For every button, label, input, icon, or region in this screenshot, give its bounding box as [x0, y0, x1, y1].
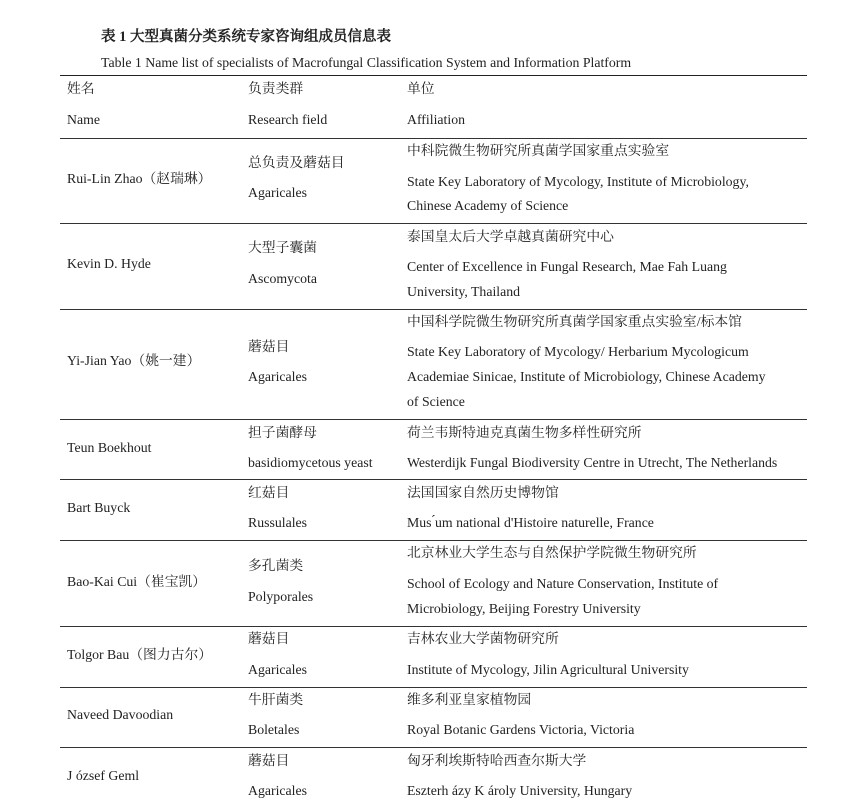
row-field-zh: 蘑菇目 — [248, 631, 290, 646]
row-name: Tolgor Bau（图力古尔） — [67, 647, 213, 662]
row-affiliation-en-line: Royal Botanic Gardens Victoria, Victoria — [407, 722, 635, 737]
row-field-zh: 多孔菌类 — [248, 558, 304, 573]
row-name: Rui-Lin Zhao（赵瑞琳） — [67, 171, 212, 186]
row-affiliation-en-line: Westerdijk Fungal Biodiversity Centre in Utrecht, The Netherlands — [407, 455, 778, 470]
row-affiliation-en-line: Eszterh ázy K ároly University, Hungary — [407, 783, 633, 798]
row-field-zh: 红菇目 — [248, 485, 290, 500]
row-affiliation-en-line: of Science — [407, 394, 465, 409]
row-rule — [60, 309, 807, 310]
row-affiliation-zh: 中科院微生物研究所真菌学国家重点实验室 — [407, 143, 670, 158]
top-rule — [60, 75, 807, 76]
row-field-en: Agaricales — [248, 185, 307, 200]
row-field-en: Russulales — [248, 515, 308, 530]
row-rule — [60, 747, 807, 748]
row-affiliation-zh: 吉林农业大学菌物研究所 — [407, 631, 559, 646]
row-field-zh: 大型子囊菌 — [248, 240, 317, 255]
row-rule — [60, 687, 807, 688]
row-affiliation-zh: 维多利亚皇家植物园 — [407, 692, 532, 707]
row-affiliation-en-line: Mus ́um national d'Histoire naturelle, France — [407, 515, 654, 530]
row-field-en: Agaricales — [248, 662, 307, 677]
row-affiliation-zh: 北京林业大学生态与自然保护学院微生物研究所 — [407, 545, 697, 560]
row-rule — [60, 223, 807, 224]
row-affiliation-en-line: Chinese Academy of Science — [407, 198, 569, 213]
header-field-zh: 负责类群 — [248, 81, 304, 96]
row-rule — [60, 540, 807, 541]
table-caption-en: Table 1 Name list of specialists of Macrofungal Classification System and Information Platform — [101, 55, 632, 70]
row-name: Teun Boekhout — [67, 440, 152, 455]
row-field-zh: 担子菌酵母 — [248, 425, 317, 440]
row-field-en: Polyporales — [248, 589, 314, 604]
row-affiliation-zh: 中国科学院微生物研究所真菌学国家重点实验室/标本馆 — [407, 314, 742, 329]
row-field-en: Boletales — [248, 722, 300, 737]
row-affiliation-en-line: University, Thailand — [407, 284, 521, 299]
header-affiliation-zh: 单位 — [407, 81, 435, 96]
row-field-en: Ascomycota — [248, 271, 317, 286]
header-field-en: Research field — [248, 112, 328, 127]
row-rule — [60, 479, 807, 480]
row-affiliation-en-line: School of Ecology and Nature Conservation, Institute of — [407, 576, 719, 591]
row-affiliation-en-line: Center of Excellence in Fungal Research, Mae Fah Luang — [407, 259, 727, 274]
row-affiliation-zh: 匈牙利埃斯特哈西查尔斯大学 — [407, 753, 587, 768]
row-name: Yi-Jian Yao（姚一建） — [67, 353, 201, 368]
row-field-zh: 牛肝菌类 — [248, 692, 304, 707]
row-name: Naveed Davoodian — [67, 707, 174, 722]
row-field-zh: 蘑菇目 — [248, 339, 290, 354]
row-affiliation-en-line: Institute of Mycology, Jilin Agricultural University — [407, 662, 689, 677]
row-field-zh: 总负责及蘑菇目 — [248, 155, 345, 170]
row-field-en: basidiomycetous yeast — [248, 455, 373, 470]
row-name: Bao-Kai Cui（崔宝凯） — [67, 574, 207, 589]
row-affiliation-zh: 泰国皇太后大学卓越真菌研究中心 — [407, 229, 614, 244]
row-name: Kevin D. Hyde — [67, 256, 151, 271]
row-affiliation-zh: 荷兰韦斯特迪克真菌生物多样性研究所 — [407, 425, 642, 440]
row-affiliation-en-line: Microbiology, Beijing Forestry University — [407, 601, 641, 616]
row-affiliation-zh: 法国国家自然历史博物馆 — [407, 485, 559, 500]
header-name-zh: 姓名 — [67, 81, 95, 96]
header-affiliation-en: Affiliation — [407, 112, 465, 127]
row-affiliation-en-line: Academiae Sinicae, Institute of Microbiology, Chinese Academy — [407, 369, 766, 384]
header-name-en: Name — [67, 112, 100, 127]
row-name: J ózsef Geml — [67, 768, 140, 783]
header-rule — [60, 138, 807, 139]
table-caption-zh: 表 1 大型真菌分类系统专家咨询组成员信息表 — [101, 29, 391, 45]
row-field-zh: 蘑菇目 — [248, 753, 290, 768]
row-rule — [60, 626, 807, 627]
row-field-en: Agaricales — [248, 369, 307, 384]
row-affiliation-en-line: State Key Laboratory of Mycology, Institute of Microbiology, — [407, 174, 749, 189]
row-name: Bart Buyck — [67, 500, 131, 515]
row-affiliation-en-line: State Key Laboratory of Mycology/ Herbarium Mycologicum — [407, 344, 749, 359]
row-rule — [60, 419, 807, 420]
row-field-en: Agaricales — [248, 783, 307, 798]
